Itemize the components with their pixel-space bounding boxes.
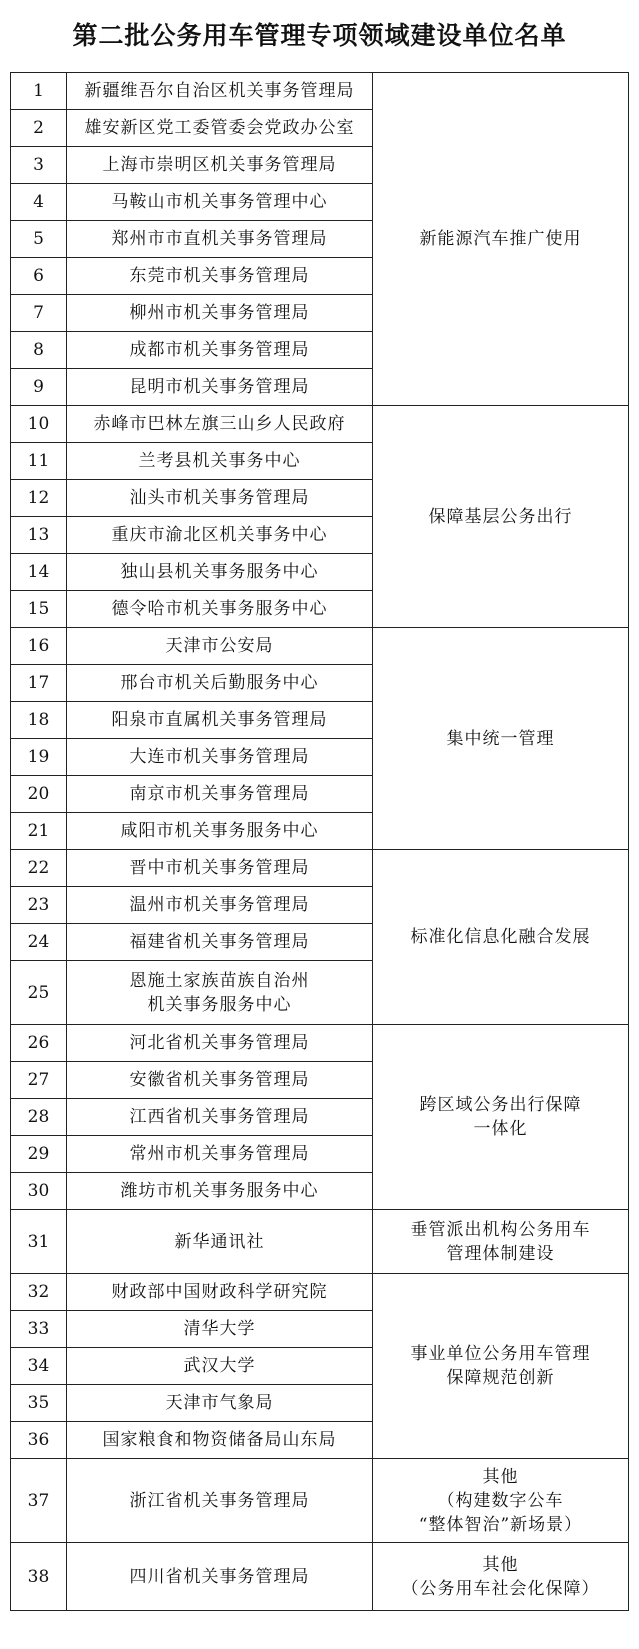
unit-name-line: 成都市机关事务管理局: [129, 340, 310, 360]
category-line: 集中统一管理: [446, 728, 555, 749]
unit-name-cell: [67, 184, 373, 221]
category-line: 事业单位公务用车管理: [410, 1344, 591, 1364]
unit-name-cell: [67, 1459, 373, 1543]
category-line: 保障基层公务出行: [428, 506, 573, 527]
unit-name-line: 财政部中国财政科学研究院: [111, 1282, 328, 1302]
unit-name-line: 清华大学: [183, 1319, 256, 1339]
row-number: 6: [11, 258, 67, 295]
row-number: 11: [11, 443, 67, 480]
table-row: [11, 73, 629, 110]
table-row: [11, 406, 629, 443]
category-line: 新能源汽车推广使用: [419, 229, 582, 249]
category-line: 管理体制建设: [446, 1243, 555, 1264]
row-number: 33: [11, 1311, 67, 1348]
unit-name-line: 咸阳市机关事务服务中心: [120, 821, 319, 841]
row-number: 36: [11, 1422, 67, 1459]
row-number: 30: [11, 1173, 67, 1210]
unit-name-cell: [67, 73, 373, 110]
unit-name-line: 江西省机关事务管理局: [129, 1107, 310, 1127]
unit-name-cell: [67, 776, 373, 813]
unit-name-cell: [67, 221, 373, 258]
row-number: 19: [11, 739, 67, 776]
unit-name-cell: [67, 1173, 373, 1210]
row-number: 16: [11, 628, 67, 665]
category-cell: [373, 73, 629, 406]
unit-name-line: 郑州市市直机关事务管理局: [111, 229, 328, 249]
unit-name-cell: [67, 369, 373, 406]
row-number: 1: [11, 73, 67, 110]
unit-name-cell: [67, 480, 373, 517]
unit-name-line: 独山县机关事务服务中心: [120, 562, 319, 582]
row-number: 3: [11, 147, 67, 184]
row-number: 5: [11, 221, 67, 258]
unit-name-cell: [67, 147, 373, 184]
unit-name-line: 常州市机关事务管理局: [129, 1144, 310, 1164]
unit-name-line: 恩施土家族苗族自治州: [129, 970, 310, 991]
unit-name-line: 新疆维吾尔自治区机关事务管理局: [84, 81, 355, 101]
unit-name-line: 安徽省机关事务管理局: [129, 1070, 310, 1090]
unit-name-line: 邢台市机关后勤服务中心: [120, 673, 319, 693]
unit-name-cell: [67, 406, 373, 443]
unit-name-cell: [67, 1136, 373, 1173]
row-number: 10: [11, 406, 67, 443]
row-number: 17: [11, 665, 67, 702]
category-line: 其他: [482, 1466, 519, 1487]
unit-name-line: 潍坊市机关事务服务中心: [120, 1181, 319, 1201]
category-line: （公务用车社会化保障）: [401, 1578, 600, 1599]
row-number: 25: [11, 961, 67, 1025]
unit-name-line: 兰考县机关事务中心: [138, 451, 301, 471]
row-number: 8: [11, 332, 67, 369]
unit-name-cell: [67, 443, 373, 480]
unit-name-line: 天津市公安局: [165, 636, 274, 656]
row-number: 27: [11, 1062, 67, 1099]
unit-name-cell: [67, 1385, 373, 1422]
table-row: [11, 1459, 629, 1543]
row-number: 20: [11, 776, 67, 813]
row-number: 32: [11, 1274, 67, 1311]
category-cell: [373, 850, 629, 1025]
table-body: [11, 73, 629, 1611]
unit-name-cell: [67, 628, 373, 665]
category-cell: [373, 1543, 629, 1611]
category-line: 保障规范创新: [446, 1368, 555, 1388]
row-number: 35: [11, 1385, 67, 1422]
row-number: 13: [11, 517, 67, 554]
unit-name-line: 浙江省机关事务管理局: [129, 1490, 310, 1511]
unit-name-line: 大连市机关事务管理局: [129, 747, 310, 767]
category-line: 其他: [482, 1554, 519, 1575]
unit-name-line: 国家粮食和物资储备局山东局: [102, 1430, 337, 1450]
unit-name-cell: [67, 295, 373, 332]
unit-name-cell: [67, 1025, 373, 1062]
table-row: [11, 628, 629, 665]
row-number: 23: [11, 887, 67, 924]
row-number: 7: [11, 295, 67, 332]
page-title: 第二批公务用车管理专项领域建设单位名单: [72, 21, 567, 50]
unit-name-cell: [67, 813, 373, 850]
category-cell: [373, 628, 629, 850]
unit-name-line: 马鞍山市机关事务管理中心: [111, 192, 328, 212]
unit-name-cell: [67, 924, 373, 961]
unit-name-cell: [67, 554, 373, 591]
unit-name-line: 雄安新区党工委管委会党政办公室: [84, 118, 355, 138]
table-row: [11, 1274, 629, 1311]
unit-name-cell: [67, 1099, 373, 1136]
unit-name-cell: [67, 1062, 373, 1099]
table-row: [11, 1025, 629, 1062]
unit-name-cell: [67, 1210, 373, 1274]
unit-name-line: 福建省机关事务管理局: [129, 932, 310, 952]
unit-name-line: 上海市崇明区机关事务管理局: [102, 155, 337, 175]
row-number: 31: [11, 1210, 67, 1274]
row-number: 26: [11, 1025, 67, 1062]
unit-name-line: 东莞市机关事务管理局: [129, 266, 310, 286]
unit-name-line: 机关事务服务中心: [147, 994, 292, 1015]
category-line: “整体智治”新场景）: [418, 1514, 583, 1535]
row-number: 15: [11, 591, 67, 628]
unit-name-line: 晋中市机关事务管理局: [129, 858, 310, 878]
row-number: 4: [11, 184, 67, 221]
unit-name-line: 南京市机关事务管理局: [129, 784, 310, 804]
row-number: 9: [11, 369, 67, 406]
unit-name-line: 河北省机关事务管理局: [129, 1033, 310, 1053]
unit-name-line: 阳泉市直属机关事务管理局: [111, 710, 328, 730]
unit-name-cell: [67, 665, 373, 702]
unit-name-cell: [67, 702, 373, 739]
unit-name-line: 昆明市机关事务管理局: [129, 377, 310, 397]
unit-name-cell: [67, 850, 373, 887]
unit-name-cell: [67, 1311, 373, 1348]
row-number: 24: [11, 924, 67, 961]
unit-name-cell: [67, 961, 373, 1025]
row-number: 14: [11, 554, 67, 591]
row-number: 37: [11, 1459, 67, 1543]
unit-name-line: 柳州市机关事务管理局: [129, 303, 310, 323]
category-cell: [373, 1025, 629, 1210]
row-number: 2: [11, 110, 67, 147]
unit-name-line: 武汉大学: [183, 1356, 256, 1376]
table-row: [11, 1210, 629, 1274]
unit-name-line: 天津市气象局: [165, 1393, 274, 1413]
category-cell: [373, 1459, 629, 1543]
unit-name-cell: [67, 887, 373, 924]
unit-name-cell: [67, 1348, 373, 1385]
unit-name-cell: [67, 591, 373, 628]
unit-name-cell: [67, 1422, 373, 1459]
row-number: 38: [11, 1543, 67, 1611]
category-cell: [373, 1274, 629, 1459]
category-line: 标准化信息化融合发展: [410, 927, 591, 947]
category-line: 一体化: [473, 1119, 528, 1139]
unit-name-line: 温州市机关事务管理局: [129, 895, 310, 915]
unit-name-cell: [67, 258, 373, 295]
unit-name-line: 新华通讯社: [174, 1231, 265, 1252]
unit-name-line: 赤峰市巴林左旗三山乡人民政府: [93, 414, 346, 434]
unit-name-line: 德令哈市机关事务服务中心: [111, 599, 328, 619]
row-number: 21: [11, 813, 67, 850]
category-cell: [373, 1210, 629, 1274]
unit-list-table: [10, 72, 629, 1611]
unit-name-line: 汕头市机关事务管理局: [129, 488, 310, 508]
unit-name-cell: [67, 332, 373, 369]
row-number: 34: [11, 1348, 67, 1385]
unit-name-line: 四川省机关事务管理局: [129, 1566, 310, 1587]
row-number: 29: [11, 1136, 67, 1173]
unit-name-cell: [67, 1274, 373, 1311]
category-line: 跨区域公务出行保障: [419, 1095, 582, 1115]
category-cell: [373, 406, 629, 628]
row-number: 18: [11, 702, 67, 739]
category-line: 垂管派出机构公务用车: [410, 1219, 591, 1240]
row-number: 12: [11, 480, 67, 517]
unit-name-line: 重庆市渝北区机关事务中心: [111, 525, 328, 545]
category-line: （构建数字公车: [437, 1490, 564, 1511]
row-number: 22: [11, 850, 67, 887]
table-row: [11, 1543, 629, 1611]
row-number: 28: [11, 1099, 67, 1136]
unit-name-cell: [67, 517, 373, 554]
unit-name-cell: [67, 1543, 373, 1611]
unit-name-cell: [67, 110, 373, 147]
table-row: [11, 850, 629, 887]
unit-name-cell: [67, 739, 373, 776]
